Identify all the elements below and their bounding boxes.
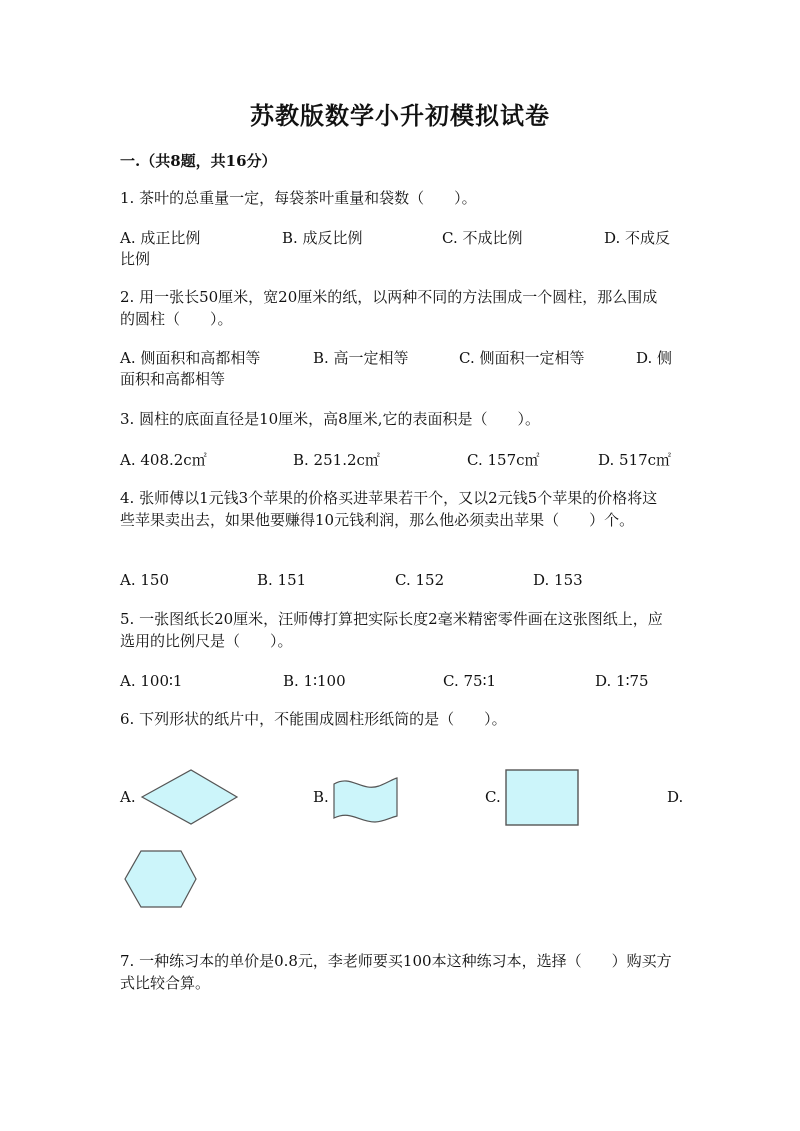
rhombus-shape[interactable] [141, 769, 239, 825]
section-heading: 一.（共8题，共16分） [120, 152, 277, 170]
shape-option-a-label[interactable]: A. [120, 788, 136, 806]
option-c[interactable]: C. 152 [395, 571, 445, 589]
question-6: 6. 下列形状的纸片中，不能围成圆柱形纸筒的是（ ）。 [120, 710, 507, 728]
option-b[interactable]: B. 1∶100 [283, 672, 346, 690]
shape-option-c-label[interactable]: C. [485, 788, 501, 806]
option-b[interactable]: B. 151 [257, 571, 307, 589]
option-c[interactable]: C. 75∶1 [443, 672, 497, 690]
option-a[interactable]: A. 100∶1 [120, 672, 183, 690]
option-a[interactable]: A. 侧面积和高都相等 [120, 349, 261, 367]
option-d-continued: 面积和高都相等 [120, 370, 226, 388]
question-5: 5. 一张图纸长20厘米，汪师傅打算把实际长度2毫米精密零件画在这张图纸上，应选用的比例尺是（ ）。 [120, 610, 663, 650]
option-c[interactable]: C. 侧面积一定相等 [459, 349, 585, 367]
option-c[interactable]: C. 157c㎡ [467, 451, 540, 469]
wavy-rectangle-shape[interactable] [333, 776, 399, 826]
option-d[interactable]: D. 不成反 [604, 229, 671, 247]
option-b[interactable]: B. 成反比例 [282, 229, 363, 247]
shape-option-b-label[interactable]: B. [313, 788, 329, 806]
question-1: 1. 茶叶的总重量一定，每袋茶叶重量和袋数（ ）。 [120, 189, 477, 207]
hexagon-shape[interactable] [124, 850, 198, 908]
rectangle-shape[interactable] [505, 769, 579, 826]
shape-option-d-label[interactable]: D. [667, 788, 684, 806]
question-3: 3. 圆柱的底面直径是10厘米，高8厘米,它的表面积是（ ）。 [120, 410, 540, 428]
option-b[interactable]: B. 高一定相等 [313, 349, 409, 367]
option-a[interactable]: A. 408.2c㎡ [120, 451, 207, 469]
option-a[interactable]: A. 成正比例 [120, 229, 201, 247]
option-b[interactable]: B. 251.2c㎡ [293, 451, 380, 469]
option-c[interactable]: C. 不成比例 [442, 229, 523, 247]
question-7: 7. 一种练习本的单价是0.8元，李老师要买100本这种练习本，选择（ ）购买方式比较合算。 [120, 952, 672, 992]
option-a[interactable]: A. 150 [120, 571, 169, 589]
option-d[interactable]: D. 1∶75 [595, 672, 649, 690]
page-title: 苏教版数学小升初模拟试卷 [250, 101, 550, 130]
option-d-continued: 比例 [120, 250, 151, 268]
option-d[interactable]: D. 侧 [636, 349, 673, 367]
option-d[interactable]: D. 517c㎡ [598, 451, 672, 469]
question-2: 2. 用一张长50厘米，宽20厘米的纸，以两种不同的方法围成一个圆柱，那么围成的圆柱（ ）。 [120, 288, 658, 328]
option-d[interactable]: D. 153 [533, 571, 583, 589]
question-4: 4. 张师傅以1元钱3个苹果的价格买进苹果若干个，又以2元钱5个苹果的价格将这些苹果卖出去，如果他要赚得10元钱利润，那么他必须卖出苹果（ ）个。 [120, 489, 658, 529]
